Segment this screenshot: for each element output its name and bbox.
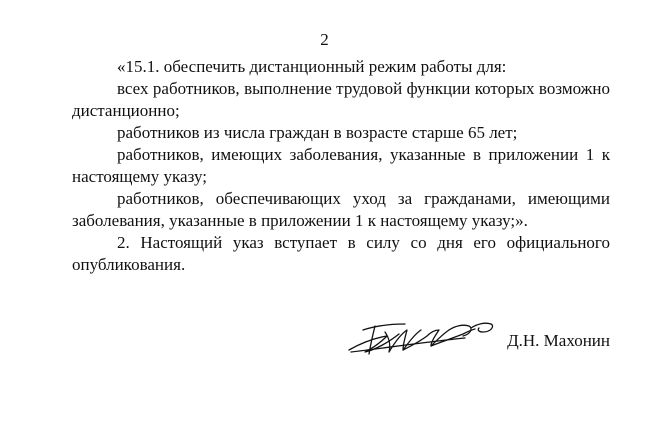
paragraph-entry-into-force: 2. Настоящий указ вступает в силу со дня его официального опубликования. — [72, 233, 610, 274]
paragraph-15-1-intro: «15.1. обеспечить дистанционный режим работы для: — [117, 57, 507, 76]
paragraph-workers-with-diseases: работников, имеющих заболевания, указанные в приложении 1 к настоящему указу; — [72, 145, 610, 186]
paragraph-workers-caregivers: работников, обеспечивающих уход за гражданами, имеющими заболевания, указанные в приложении 1 к настоящему указу;». — [72, 189, 610, 230]
document-body — [72, 56, 610, 276]
signer-name: Д.Н. Махонин — [507, 331, 610, 350]
paragraph-workers-over-65: работников из числа граждан в возрасте старше 65 лет; — [117, 123, 518, 142]
paragraph-all-workers: всех работников, выполнение трудовой функции которых возможно дистанционно; — [72, 79, 610, 120]
page-number: 2 — [320, 30, 329, 49]
